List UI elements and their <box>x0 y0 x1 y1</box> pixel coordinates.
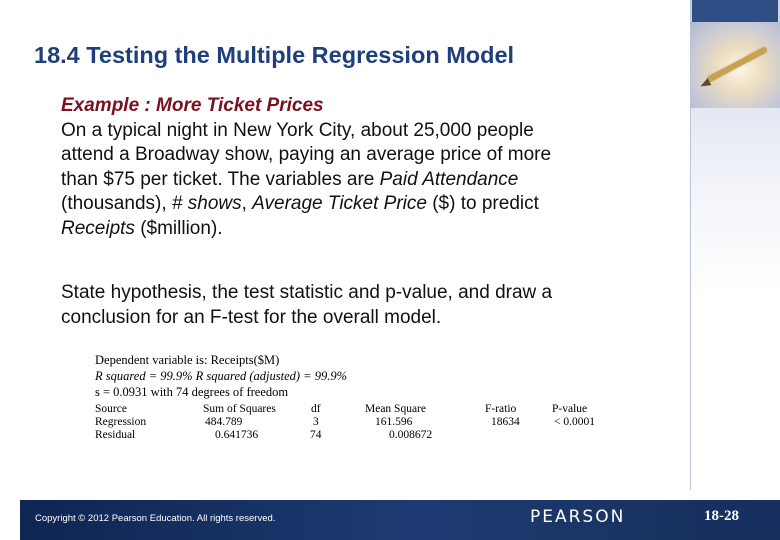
header-mean-square: Mean Square <box>365 403 426 415</box>
example-line-5-b: ($million). <box>134 217 223 239</box>
regression-ss: 484.789 <box>205 416 243 428</box>
variable-shows: # shows <box>171 193 242 214</box>
example-line-1: On a typical night in New York City, about 25,000 people <box>61 119 534 141</box>
example-line-3-text: than $75 per ticket. The variables are <box>61 168 380 190</box>
header-p-value: P-value <box>552 403 588 415</box>
residual-ss: 0.641736 <box>215 429 259 441</box>
anova-header-row <box>95 403 615 416</box>
anova-table <box>95 403 615 442</box>
example-line-4-b: , <box>241 193 253 214</box>
footer <box>0 490 780 540</box>
variable-average-ticket-price: Average Ticket Price <box>252 193 427 214</box>
example-line-5 <box>61 217 687 242</box>
header-df: df <box>311 403 321 415</box>
slide-title: 18.4 Testing the Multiple Regression Model <box>34 42 515 68</box>
r-squared-line: R squared = 99.9% R squared (adjusted) = 99.9% <box>95 369 348 383</box>
header-f-ratio: F-ratio <box>485 403 517 415</box>
example-line-3 <box>61 168 687 193</box>
dependent-variable-line: Dependent variable is: Receipts($M) <box>95 353 280 367</box>
regression-ms: 161.596 <box>375 416 413 428</box>
header-sum-of-squares: Sum of Squares <box>203 403 276 415</box>
page-number: 18-28 <box>704 508 739 524</box>
question-text <box>61 280 687 330</box>
standard-error-line: s = 0.0931 with 74 degrees of freedom <box>95 385 289 399</box>
pearson-logo: PEARSON <box>530 507 626 527</box>
table-row <box>95 416 615 429</box>
example-line-2: attend a Broadway show, paying an average price of more <box>61 144 552 165</box>
residual-ms: 0.008672 <box>389 429 433 441</box>
table-row <box>95 429 615 442</box>
pen-icon <box>707 47 768 82</box>
variable-paid-attendance: Paid Attendance <box>379 168 519 190</box>
variable-receipts: Receipts <box>61 217 135 239</box>
example-line-4 <box>61 192 687 217</box>
strip-divider <box>690 0 691 490</box>
regression-df: 3 <box>313 416 319 428</box>
question-line-2: conclusion for an F-test for the overall model. <box>61 307 442 328</box>
example-heading: Example : More Ticket Prices <box>61 95 324 116</box>
regression-p-value: < 0.0001 <box>554 416 595 428</box>
example-text <box>61 94 687 241</box>
example-line-4-c: ($) to predict <box>426 193 539 214</box>
regression-output <box>95 352 615 400</box>
decorative-top-band <box>692 0 778 22</box>
header-source: Source <box>95 403 127 415</box>
residual-df: 74 <box>310 429 322 441</box>
regression-source: Regression <box>95 416 147 428</box>
regression-f-ratio: 18634 <box>491 416 520 428</box>
residual-source: Residual <box>95 429 136 441</box>
copyright-text: Copyright © 2012 Pearson Education. All rights reserved. <box>35 513 276 524</box>
example-line-4-a: (thousands), <box>61 193 172 214</box>
decorative-side-strip <box>690 0 780 490</box>
question-line-1: State hypothesis, the test statistic and p-value, and draw a <box>61 282 553 303</box>
pen-photo-decoration <box>690 22 780 108</box>
